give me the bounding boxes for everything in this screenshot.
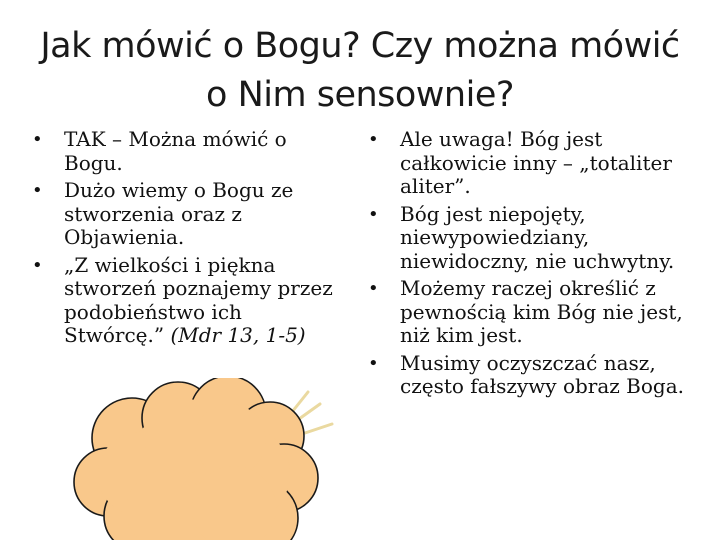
bullet-text: „Z wielkości i piękna stworzeń poznajemy przez podobieństwo ich Stwórcę.” [64,252,333,347]
list-item [362,352,702,399]
bullet-marker: • [368,352,379,374]
bullet-text: Dużo wiemy o Bogu ze stworzenia oraz z Objawienia. [64,178,294,249]
bullet-marker: • [32,254,43,276]
bullet-text: Ale uwaga! Bóg jest całkowicie inny – „totaliter aliter”. [400,127,672,198]
bullet-text: Możemy raczej określić z pewnością kim Bóg nie jest, niż kim jest. [400,276,683,347]
bullet-marker: • [32,129,43,150]
slide-title [20,22,700,120]
thought-cloud-icon [70,378,340,540]
list-item [362,203,702,274]
right-bullet-list [362,128,702,399]
scripture-reference: (Mdr 13, 1-5) [170,323,306,347]
bullet-marker: • [368,278,379,299]
list-item [362,277,702,348]
bullet-text: TAK – Można mówić o Bogu. [64,127,287,175]
list-item [26,254,344,348]
list-item [26,179,344,250]
title-line-1: Jak mówić o Bogu? Czy można mówić [40,26,680,66]
bullet-text: Musimy oczyszczać nasz, często fałszywy obraz Boga. [400,350,685,398]
list-item [362,128,702,199]
list-item [26,128,344,175]
bullet-text: Bóg jest niepojęty, niewypowiedziany, niewidoczny, nie uchwytny. [400,201,675,273]
right-column [362,128,702,403]
bullet-marker: • [368,129,379,150]
left-column [26,128,344,352]
title-line-2: o Nim sensownie? [206,75,514,115]
bullet-marker: • [32,180,43,201]
bullet-marker: • [368,203,379,225]
left-bullet-list [26,128,344,348]
